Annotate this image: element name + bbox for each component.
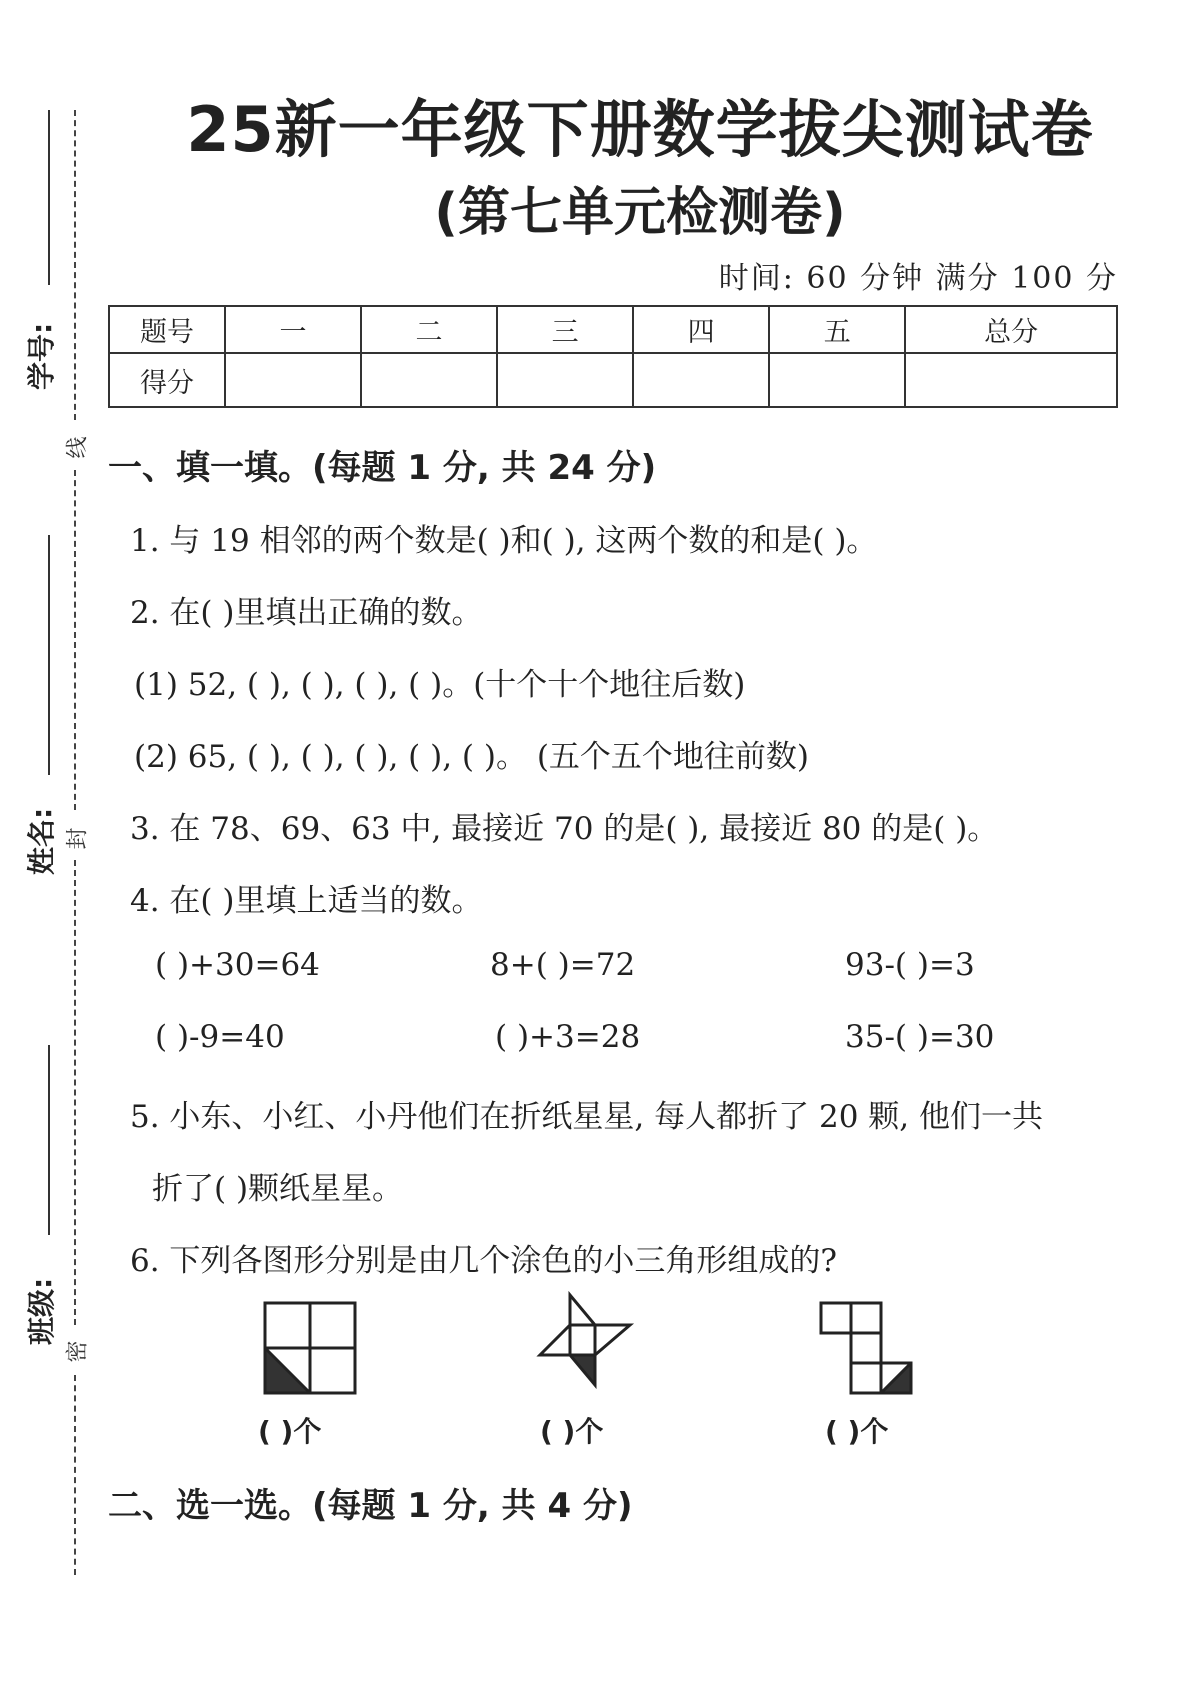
score-table-score-row (109, 353, 1117, 407)
figure-square-grid (262, 1300, 358, 1396)
score-header-cell: 四 (633, 306, 769, 353)
question-5-line-2: 折了( )颗纸星星。 (152, 1171, 404, 1207)
section-heading-fill-in: 一、填一填。(每题 1 分, 共 24 分) (108, 448, 657, 488)
seal-mark-secret: 密 (65, 1340, 91, 1363)
seal-dashed-line-top (74, 110, 76, 420)
student-id-write-line[interactable] (48, 110, 50, 285)
seal-dashed-line-bottom (74, 1375, 76, 1575)
equation: ( )-9=40 (155, 1019, 285, 1055)
equation: ( )+3=28 (495, 1019, 641, 1055)
section-heading-multiple-choice: 二、选一选。(每题 1 分, 共 4 分) (108, 1486, 633, 1526)
question-4: 4. 在( )里填上适当的数。 (130, 883, 483, 919)
score-cell[interactable] (361, 353, 497, 407)
score-row-label: 得分 (109, 353, 225, 407)
score-header-cell: 五 (769, 306, 905, 353)
figure-pinwheel (535, 1290, 645, 1400)
score-cell[interactable] (905, 353, 1117, 407)
figure-2-caption: ( )个 (540, 1415, 604, 1448)
name-write-line[interactable] (48, 535, 50, 775)
figure-staircase (818, 1300, 914, 1396)
class-write-line[interactable] (48, 1045, 50, 1235)
question-2-part-1: (1) 52, ( ), ( ), ( ), ( )。(十个十个地往后数) (134, 667, 746, 703)
equation: 35-( )=30 (845, 1019, 995, 1055)
time-and-score-info: 时间: 60 分钟 满分 100 分 (718, 261, 1118, 296)
score-table (108, 305, 1118, 408)
seal-mark-line: 线 (65, 436, 91, 459)
equation: 8+( )=72 (490, 947, 636, 983)
score-header-cell: 一 (225, 306, 361, 353)
student-id-label: 学号: (25, 322, 58, 390)
question-5-line-1: 5. 小东、小红、小丹他们在折纸星星, 每人都折了 20 颗, 他们一共 (130, 1099, 1043, 1135)
score-header-cell: 总分 (905, 306, 1117, 353)
seal-dashed-line-mid2 (74, 860, 76, 1325)
score-cell[interactable] (497, 353, 633, 407)
page-subtitle: (第七单元检测卷) (434, 183, 846, 243)
question-1: 1. 与 19 相邻的两个数是( )和( ), 这两个数的和是( )。 (130, 523, 878, 559)
equation: 93-( )=3 (845, 947, 975, 983)
question-3: 3. 在 78、69、63 中, 最接近 70 的是( ), 最接近 80 的是( )。 (130, 811, 999, 847)
seal-mark-seal: 封 (65, 827, 91, 850)
figure-3-caption: ( )个 (825, 1415, 889, 1448)
question-2: 2. 在( )里填出正确的数。 (130, 595, 483, 631)
score-header-cell: 二 (361, 306, 497, 353)
question-2-part-2: (2) 65, ( ), ( ), ( ), ( ), ( )。 (五个五个地往前数) (134, 739, 810, 775)
score-table-header-row (109, 306, 1117, 353)
score-header-cell: 三 (497, 306, 633, 353)
equation: ( )+30=64 (155, 947, 320, 983)
score-cell[interactable] (633, 353, 769, 407)
score-cell[interactable] (769, 353, 905, 407)
figure-1-caption: ( )个 (258, 1415, 322, 1448)
class-label: 班级: (25, 1277, 58, 1345)
seal-dashed-line-mid1 (74, 470, 76, 810)
question-6: 6. 下列各图形分别是由几个涂色的小三角形组成的? (130, 1243, 838, 1279)
score-header-cell: 题号 (109, 306, 225, 353)
page-title: 25新一年级下册数学拔尖测试卷 (186, 93, 1094, 166)
score-cell[interactable] (225, 353, 361, 407)
name-label: 姓名: (25, 807, 58, 875)
